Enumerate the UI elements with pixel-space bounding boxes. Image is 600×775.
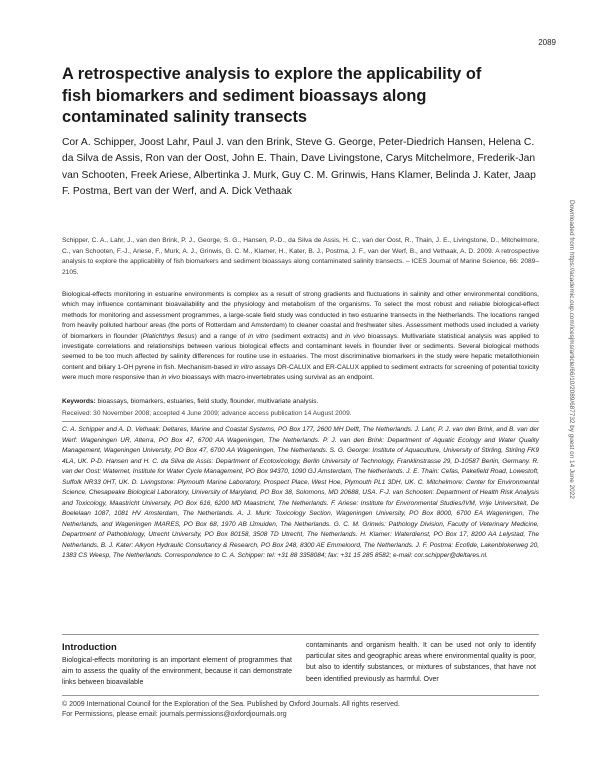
keywords-label: Keywords: xyxy=(62,398,96,405)
author-list: Cor A. Schipper, Joost Lahr, Paul J. van den Brink, Steve G. George, Peter-Diedrich Hansen, Helena C. da Silva de Assis, Ron van der Oost, John E. Thain, Dave Livingstone, Carys Mitchelmore, Frederik-Jan van Schooten, Freek Ariese, Albertinka J. Murk, Guy C. M. Grinwis, Hans Klamer, Belinda J. Kater, Jaap F. Postma, Bert van der Werf, and A. Dick Vethaak xyxy=(62,137,536,197)
copyright-notice: © 2009 International Council for the Exploration of the Sea. Published by Oxford Journals. All rights reserved. xyxy=(62,701,400,708)
divider xyxy=(62,634,539,635)
keywords-text: bioassays, biomarkers, estuaries, field study, flounder, multivariate analysis. xyxy=(95,398,319,405)
section-heading-introduction: Introduction xyxy=(62,641,117,652)
download-watermark xyxy=(566,200,576,660)
divider xyxy=(62,421,539,422)
intro-left-column: Biological-effects monitoring is an important element of programmes that aim to assess the quality of the environment, because it can demonstrate links between bioavailable xyxy=(62,657,292,687)
download-watermark-text: Downloaded from https://academic.oup.com/icesjms/article/66/10/2089/687732 by guest on 14 June 2022 xyxy=(568,200,575,499)
permissions-notice: For Permissions, please email: journals.permissions@oxfordjournals.org xyxy=(62,710,287,718)
page-number: 2089 xyxy=(538,38,556,47)
keywords xyxy=(62,397,539,407)
affiliations: C. A. Schipper and A. D. Vethaak: Deltares, Marine and Coastal Systems, PO Box 177, 2600 MH Delft, The Netherlands. J. Lahr, P. J. van den Brink, and B. van der Werf: Wageningen UR, Alterra, PO Box 47, 6700 AA Wageningen, The Netherlands. P. J. van den Brink: Department of Aquatic Ecology and Water Quality Management, Wageningen University, PO Box 47, 6700 AA Wageningen, The Netherlands. S. G. George: Institute of Aquaculture, University of Stirling, Stirling FK9 4LA, UK. P-D. Hansen and H. C. da Silva de Assis: Department of Ecotoxicology, Berlin University of Technology, Franklinstrasse 29, D-10587 Berlin, Germany. R. van der Oost: Waternet, Institute for Water Cycle Management, PO Box 94370, 1090 GJ Amsterdam, The Netherlands. J. E. Thain: Cefas, Pakefield Road, Lowestoft, Suffolk NR33 0HT, UK. D. Livingstone: Plymouth Marine Laboratory, Prospect Place, West Hoe, Plymouth PL1 3DH, UK. C. Mitchelmore: Center for Environmental Science, Chesapeake Biological Laboratory, University of Maryland, PO Box 38, Solomons, MD 20688, USA. F-J. van Schooten: Department of Health Risk Analysis and Toxicology, Maastricht University, PO Box 616, 6200 MD Maastricht, The Netherlands. F. Ariese: Institute for Environmental Studies/IVM, Vrije Universiteit, De Boelelaan 1087, 1081 HV Amsterdam, The Netherlands. A. J. Murk: Toxicology Section, Wageningen University, PO Box 8000, 6700 EA Wageningen, The Netherlands, and Wageningen IMARES, PO Box 68, 1970 AB IJmuiden, The Netherlands. G. C. M. Grinwis: Pathology Division, Faculty of Veterinary Medicine, Department of Pathobiology, Utrecht University, PO Box 80158, 3508 TD Utrecht, The Netherlands. H. Klamer: Waterdienst, PO Box 17, 8200 AA Lelystad, The Netherlands. B. J. Kater: Alkyon Hydraulic Consultancy & Research, PO Box 248, 8300 AE Emmeloord, The Netherlands. J. F. Postma: Ecofide, Lakenblokerweg 20, 1383 CS Weesp, The Netherlands. Correspondence to C. A. Schipper: tel: +31 88 3358084; fax: +31 15 285 8582; e-mail: cor.schipper@deltares.nl. xyxy=(62,426,539,559)
intro-right-column: contaminants and organism health. It can be used not only to identify particular sites and geographic areas where environmental quality is poor, but also to identify substances, or mixtures of substances, that have not been identified previously as harmful. Over xyxy=(306,642,536,683)
abstract: Biological-effects monitoring in estuarine environments is complex as a result of strong gradients and fluctuations in salinity and other environmental conditions, which may influence contaminant bioavailability and the physiology and metabolism of the organisms. To select the most robust and reliable biological-effect methods for monitoring and assessment programmes, a large-scale field study was conducted in two estuarine transects in the Netherlands. The locations ranged from heavily polluted harbour areas (the ports of Rotterdam and Amsterdam) to cleaner coastal and freshwater sites. Assessment methods used included a variety of biomarkers in flounder (Platichthys flesus) and a range of in vitro (sediment extracts) and in vivo bioassays. Multivariate statistical analysis was applied to investigate correlations and relationships between various biological effects and contaminant levels in flounder liver or sediments. Several biological methods seemed to be too much affected by salinity differences for routine use in estuaries. The most discriminative biomarkers in the study were hepatic metallothionein content and biliary 1-OH pyrene in fish. Mechanism-based in vitro assays DR-CALUX and ER-CALUX applied to sediment extracts for screening of potential toxicity were much more responsive than in vivo bioassays with macro-invertebrates using survival as an endpoint. xyxy=(62,291,539,382)
divider xyxy=(62,695,539,696)
article-title: A retrospective analysis to explore the applicability of fish biomarkers and sediment bioassays along contaminated salinity transects xyxy=(62,65,482,126)
footer xyxy=(62,700,539,720)
received-dates: Received: 30 November 2008; accepted 4 June 2009; advance access publication 14 August 2009. xyxy=(62,410,352,417)
citation: Schipper, C. A., Lahr, J., van den Brink, P. J., George, S. G., Hansen, P.-D., da Silva de Assis, H. C., van der Oost, R., Thain, J. E., Livingstone, D., Mitchelmore, C., van Schooten, F.-J., Ariese, F., Murk, A. J., Grinwis, G. C. M., Klamer, H., Kater, B. J., Postma, J. F., van der Werf, B., and Vethaak, A. D. 2009. A retrospective analysis to explore the applicability of fish biomarkers and sediment bioassays along contaminated salinity transects. – ICES Journal of Marine Science, 66: 2089–2105. xyxy=(62,237,539,276)
